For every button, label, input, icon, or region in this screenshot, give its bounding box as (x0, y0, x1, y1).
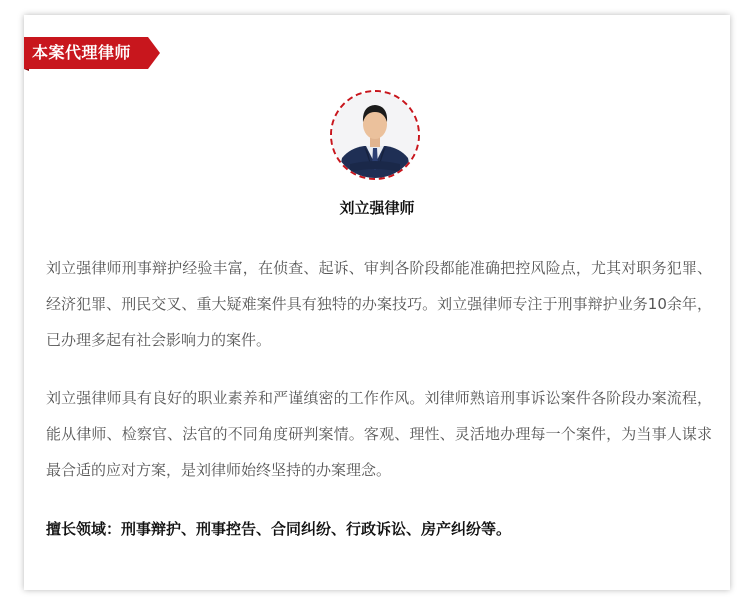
lawyer-name: 刘立强律师 (339, 199, 415, 217)
lawyer-avatar (330, 90, 420, 180)
bio-paragraph-2: 刘立强律师具有良好的职业素养和严谨缜密的工作作风。刘律师熟谙刑事诉讼案件各阶段办案流程，能从律师、检察官、法官的不同角度研判案情。客观、理性、灵活地办理每一个案件，为当事人谋求最合适的应对方案，是刘律师始终坚持的办案理念。 (46, 389, 712, 479)
section-title: 本案代理律师 (32, 43, 132, 62)
lawyer-portrait-image (332, 92, 418, 178)
bio-paragraph-1: 刘立强律师刑事辩护经验丰富，在侦查、起诉、审判各阶段都能准确把控风险点，尤其对职务犯罪、经济犯罪、刑民交叉、重大疑难案件具有独特的办案技巧。刘立强律师专注于刑事辩护业务10余年，已办理多起有社会影响力的案件。 (46, 259, 712, 349)
section-ribbon (24, 37, 162, 71)
specialty-areas: 擅长领域：刑事辩护、刑事控告、合同纠纷、行政诉讼、房产纠纷等。 (46, 520, 512, 538)
